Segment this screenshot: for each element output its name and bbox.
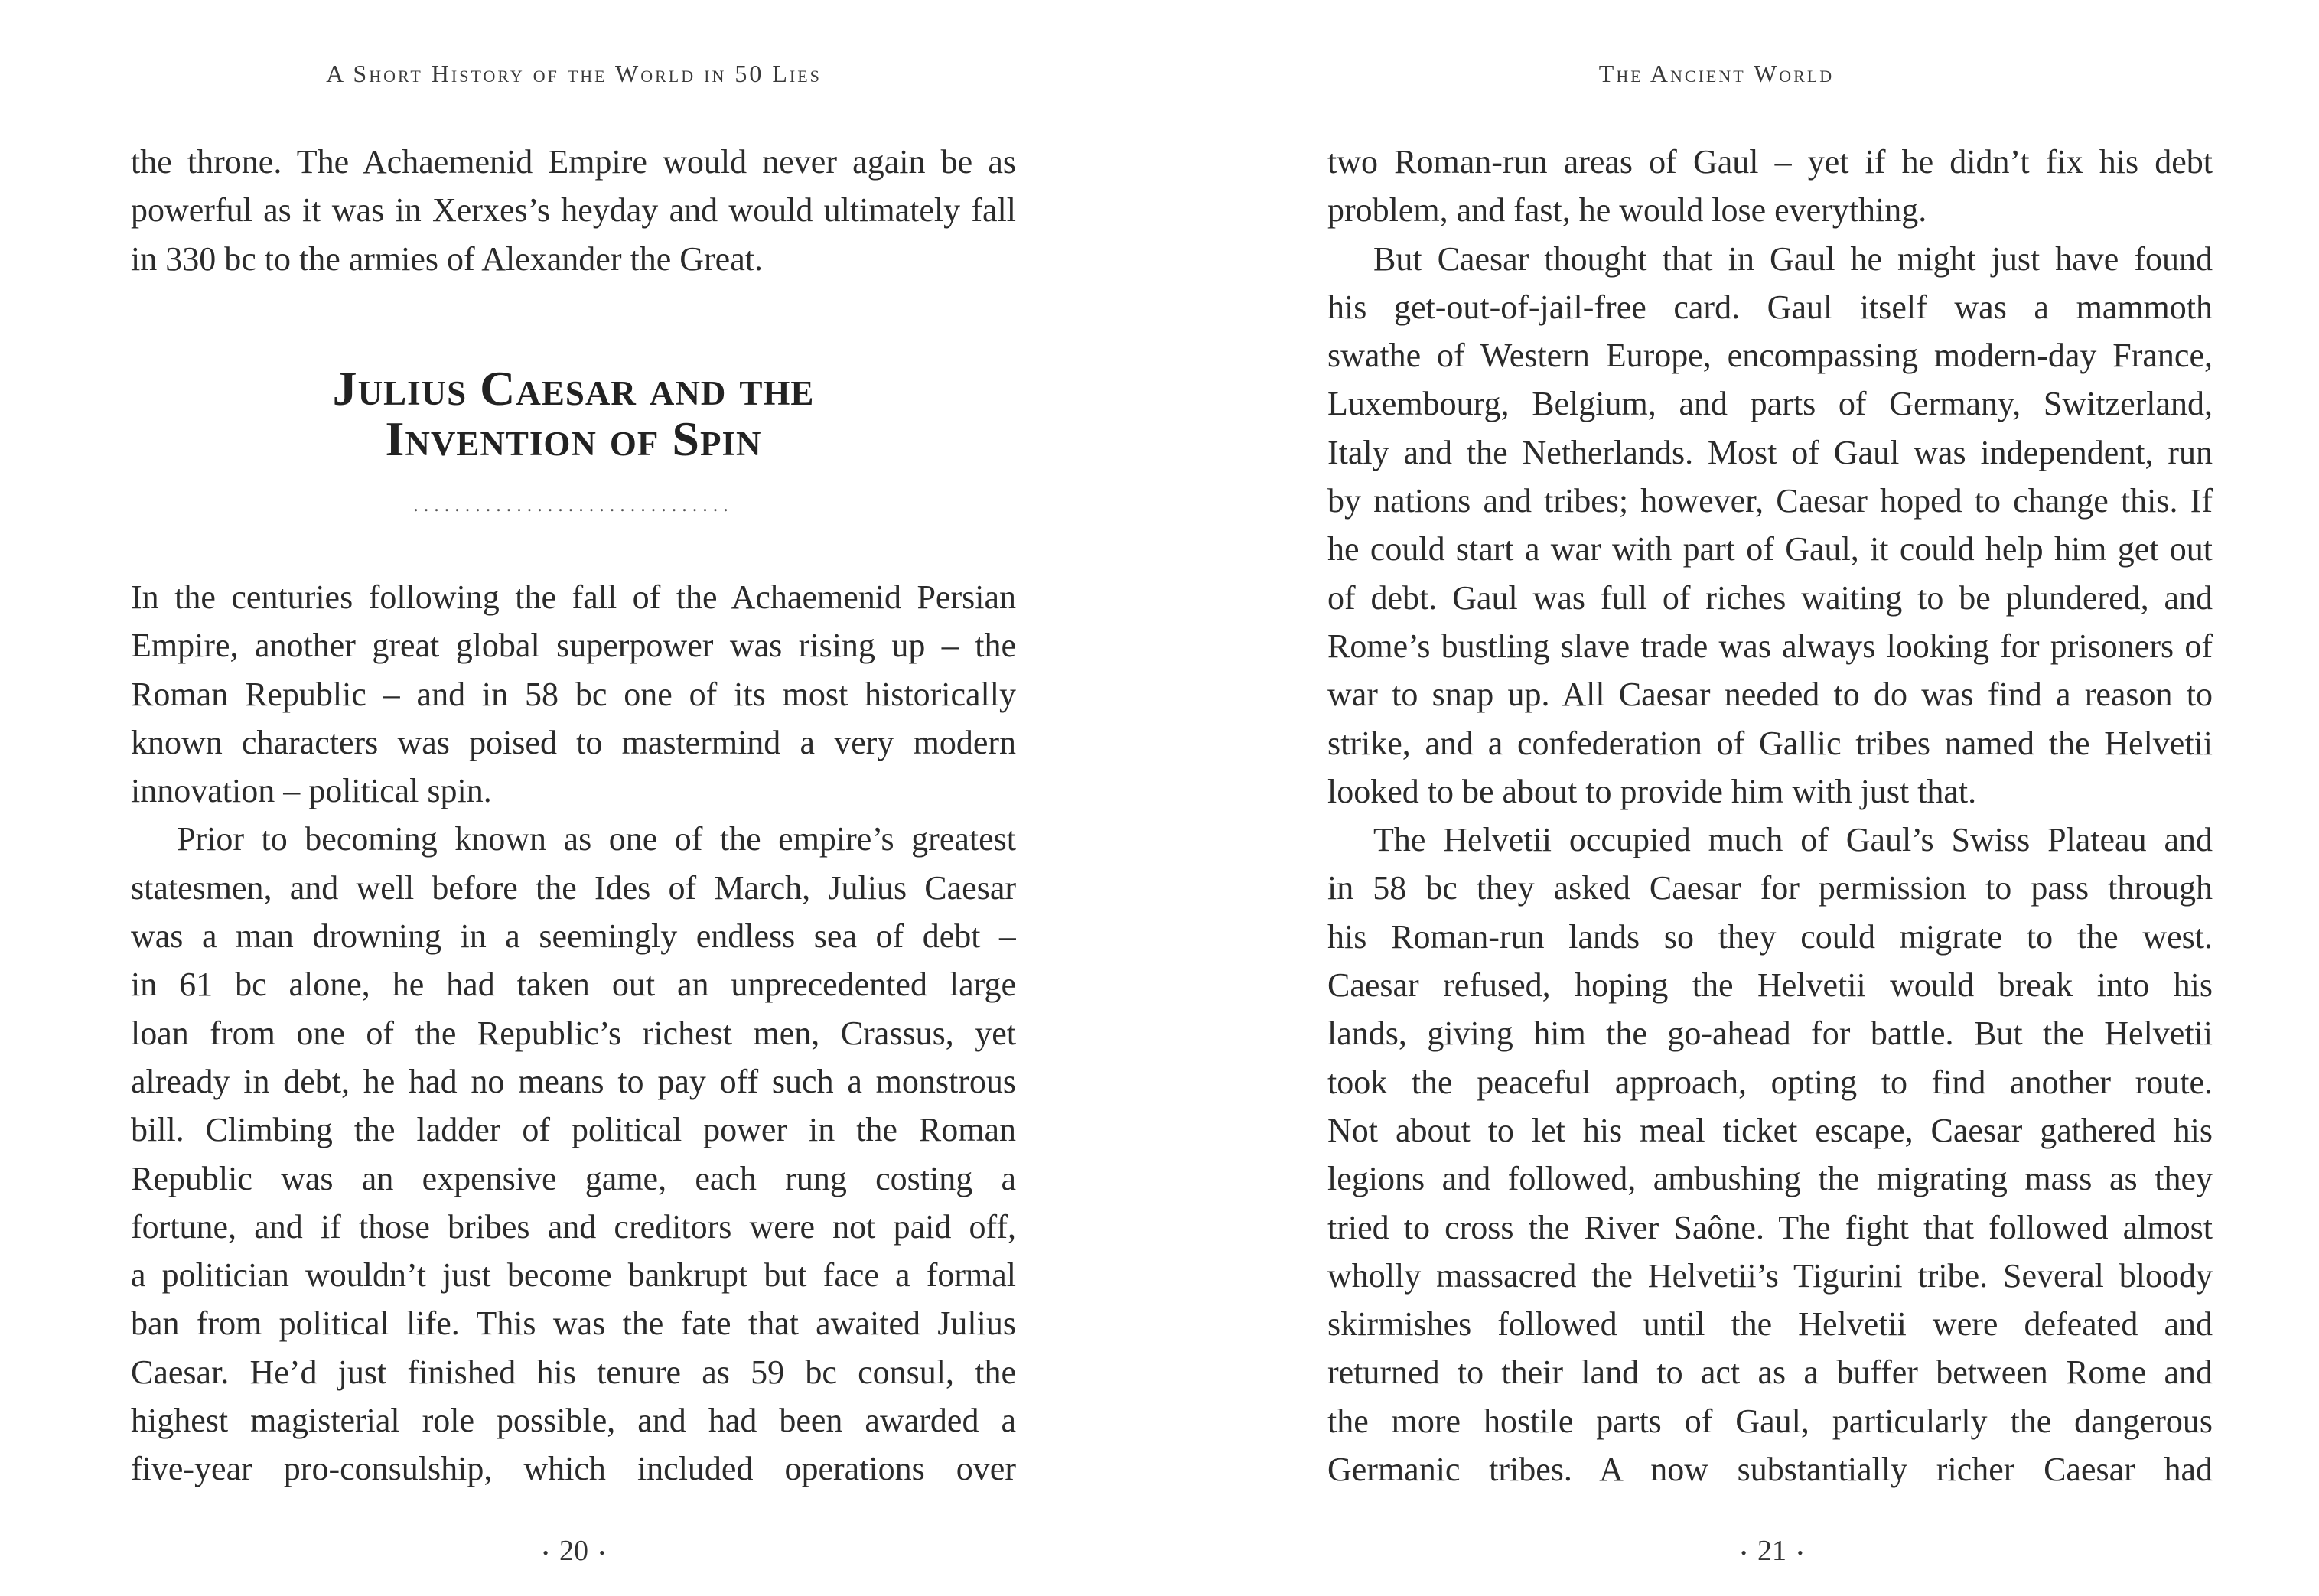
text-line: Republic was an expensive game, each rung costing a xyxy=(131,1159,1016,1197)
text-line: Rome’s bustling slave trade was always looking for prisoners of xyxy=(1327,627,2213,665)
text-line: bill. Climbing the ladder of political power in the Roman xyxy=(131,1111,1016,1149)
text-line: a politician wouldn’t just become bankrupt but face a formal xyxy=(131,1256,1016,1295)
running-head-section-title: The Ancient World xyxy=(1598,60,1835,87)
text-line: Caesar refused, hoping the Helvetii would break into his xyxy=(1327,966,2213,1005)
text-line: legions and followed, ambushing the migrating mass as they xyxy=(1327,1160,2213,1198)
chapter-title-line: Julius Caesar and the xyxy=(332,361,815,415)
text-line: In the centuries following the fall of the Achaemenid Persian xyxy=(131,578,1016,616)
text-line: of debt. Gaul was full of riches waiting to be plundered, and xyxy=(1327,578,2213,617)
text-line: strike, and a confederation of Gallic tribes named the Helvetii xyxy=(1327,724,2213,762)
text-line: returned to their land to act as a buffer between Rome and xyxy=(1327,1353,2213,1392)
page-number: 21 xyxy=(1757,1535,1786,1567)
dotted-ornament: ............................... xyxy=(413,493,734,516)
folio-dot: • xyxy=(599,1543,605,1563)
text-line: Caesar. He’d just finished his tenure as 59 bc consul, the xyxy=(131,1353,1016,1391)
text-line: took the peaceful approach, opting to find another route. xyxy=(1327,1063,2213,1101)
text-line: known characters was poised to mastermind a very modern xyxy=(131,723,1016,761)
page-number-right xyxy=(1695,1534,1848,1568)
text-line: swathe of Western Europe, encompassing modern-day France, xyxy=(1327,337,2213,375)
text-line: two Roman-run areas of Gaul – yet if he didn’t fix his debt xyxy=(1327,143,2213,181)
text-line: in 61 bc alone, he had taken out an unprecedented large xyxy=(131,966,1016,1004)
text-line: wholly massacred the Helvetii’s Tigurini tribe. Several bloody xyxy=(1327,1256,2213,1295)
text-line: Prior to becoming known as one of the empire’s greatest xyxy=(177,820,1016,858)
text-line: ban from political life. This was the fate that awaited Julius xyxy=(131,1304,1016,1343)
folio-dot: • xyxy=(542,1543,549,1563)
chapter-title xyxy=(131,363,1016,464)
right-page xyxy=(1160,0,2319,1596)
text-line: he could start a war with part of Gaul, it could help him get out xyxy=(1327,530,2213,568)
text-line: skirmishes followed until the Helvetii were defeated and xyxy=(1327,1305,2213,1344)
left-page xyxy=(0,0,1159,1596)
text-line: statesmen, and well before the Ides of March, Julius Caesar xyxy=(131,868,1016,907)
text-line: the more hostile parts of Gaul, particularly the dangerous xyxy=(1327,1402,2213,1440)
running-head-book-title: A Short History of the World in 50 Lies xyxy=(326,60,822,87)
text-line: Not about to let his meal ticket escape, Caesar gathered his xyxy=(1327,1111,2213,1149)
text-line: powerful as it was in Xerxes’s heyday and would ultimately fall xyxy=(131,191,1016,230)
folio-dot: • xyxy=(1741,1543,1747,1563)
text-line: Germanic tribes. A now substantially richer Caesar had xyxy=(1327,1451,2213,1489)
page-number: 20 xyxy=(559,1535,588,1567)
page-number-left xyxy=(497,1534,650,1568)
intro-paragraph xyxy=(131,138,1016,283)
text-line: war to snap up. All Caesar needed to do was find a reason to xyxy=(1327,676,2213,714)
folio-dot: • xyxy=(1797,1543,1803,1563)
text-line: But Caesar thought that in Gaul he might just have found xyxy=(1373,239,2213,278)
text-line: innovation – political spin. xyxy=(131,772,492,810)
text-line: was a man drowning in a seemingly endless sea of debt – xyxy=(131,917,1016,956)
text-line: in 58 bc they asked Caesar for permission to pass through xyxy=(1327,869,2213,907)
text-line: already in debt, he had no means to pay off such a monstrous xyxy=(131,1062,1016,1100)
text-line: his Roman-run lands so they could migrate to the west. xyxy=(1327,917,2213,956)
text-line: in 330 bc to the armies of Alexander the Great. xyxy=(131,239,763,278)
chapter-title-line: Invention of Spin xyxy=(385,412,762,466)
text-line: by nations and tribes; however, Caesar hoped to change this. If xyxy=(1327,482,2213,520)
body-text-left xyxy=(131,573,1016,1493)
text-line: fortune, and if those bribes and creditors were not paid off, xyxy=(131,1207,1016,1246)
text-line: lands, giving him the go-ahead for battle. But the Helvetii xyxy=(1327,1015,2213,1053)
text-line: Roman Republic – and in 58 bc one of its most historically xyxy=(131,675,1016,713)
text-line: tried to cross the River Saône. The fight that followed almost xyxy=(1327,1208,2213,1246)
text-line: five-year pro-consulship, which included operations over xyxy=(131,1450,1016,1488)
body-text-right xyxy=(1327,138,2213,1493)
text-line: looked to be about to provide him with just that. xyxy=(1327,772,1977,810)
text-line: loan from one of the Republic’s richest men, Crassus, yet xyxy=(131,1014,1016,1052)
text-line: problem, and fast, he would lose everything. xyxy=(1327,191,1927,230)
text-line: Empire, another great global superpower was rising up – the xyxy=(131,627,1016,665)
text-line: The Helvetii occupied much of Gaul’s Swiss Plateau and xyxy=(1373,821,2213,859)
text-line: Italy and the Netherlands. Most of Gaul was independent, run xyxy=(1327,433,2213,471)
text-line: his get-out-of-jail-free card. Gaul itself was a mammoth xyxy=(1327,288,2213,326)
text-line: highest magisterial role possible, and had been awarded a xyxy=(131,1402,1016,1440)
text-line: Luxembourg, Belgium, and parts of Germany, Switzerland, xyxy=(1327,385,2213,423)
text-line: the throne. The Achaemenid Empire would never again be as xyxy=(131,143,1016,181)
